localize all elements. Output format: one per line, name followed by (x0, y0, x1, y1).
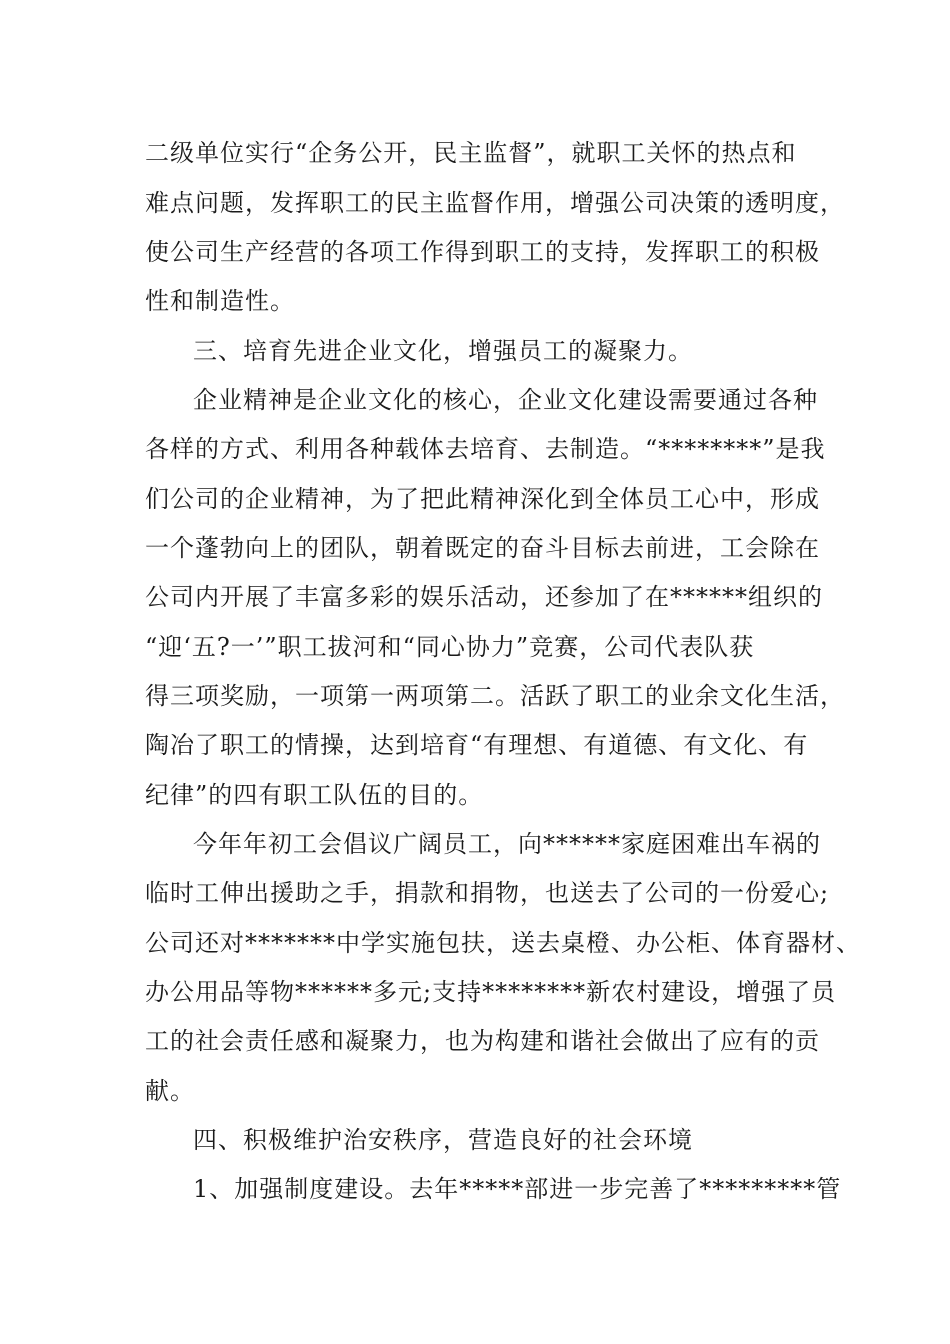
text-line: 陶冶了职工的情操，达到培育“有理想、有道德、有文化、有 (145, 731, 809, 759)
text-line: 得三项奖励，一项第一两项第二。活跃了职工的业余文化生活， (145, 682, 845, 710)
text-line: 们公司的企业精神，为了把此精神深化到全体员工心中，形成 (145, 485, 820, 513)
text-line: 二级单位实行“企务公开，民主监督”，就职工关怀的热点和 (145, 139, 797, 167)
text-line: 临时工伸出援助之手，捐款和捐物，也送去了公司的一份爱心; (145, 879, 830, 907)
text-line: 一个蓬勃向上的团队，朝着既定的奋斗目标去前进，工会除在 (145, 534, 820, 562)
section-heading: 三、培育先进企业文化，增强员工的凝聚力。 (193, 337, 693, 365)
text-line: “迎‘五?一’”职工拔河和“同心协力”竞赛，公司代表队获 (145, 633, 755, 661)
text-line: 1、加强制度建设。去年*****部进一步完善了*********管 (193, 1175, 842, 1203)
text-line: 工的社会责任感和凝聚力，也为构建和谐社会做出了应有的贡 (145, 1027, 820, 1055)
text-line: 公司内开展了丰富多彩的娱乐活动，还参加了在******组织的 (145, 583, 823, 611)
section-heading: 四、积极维护治安秩序，营造良好的社会环境 (193, 1126, 693, 1154)
text-line: 使公司生产经营的各项工作得到职工的支持，发挥职工的积极 (145, 238, 820, 266)
text-line: 各样的方式、利用各种载体去培育、去制造。“********”是我 (145, 435, 826, 463)
text-line: 难点问题，发挥职工的民主监督作用，增强公司决策的透明度， (145, 189, 845, 217)
text-line: 纪律”的四有职工队伍的目的。 (145, 781, 484, 809)
text-line: 公司还对*******中学实施包扶，送去桌橙、办公柜、体育器材、 (145, 929, 861, 957)
text-line: 办公用品等物******多元;支持********新农村建设，增强了员 (145, 978, 837, 1006)
text-line: 性和制造性。 (145, 287, 295, 315)
text-line: 献。 (145, 1077, 195, 1105)
text-line: 企业精神是企业文化的核心，企业文化建设需要通过各种 (193, 386, 818, 414)
text-line: 今年年初工会倡议广阔员工，向******家庭困难出车祸的 (193, 830, 821, 858)
